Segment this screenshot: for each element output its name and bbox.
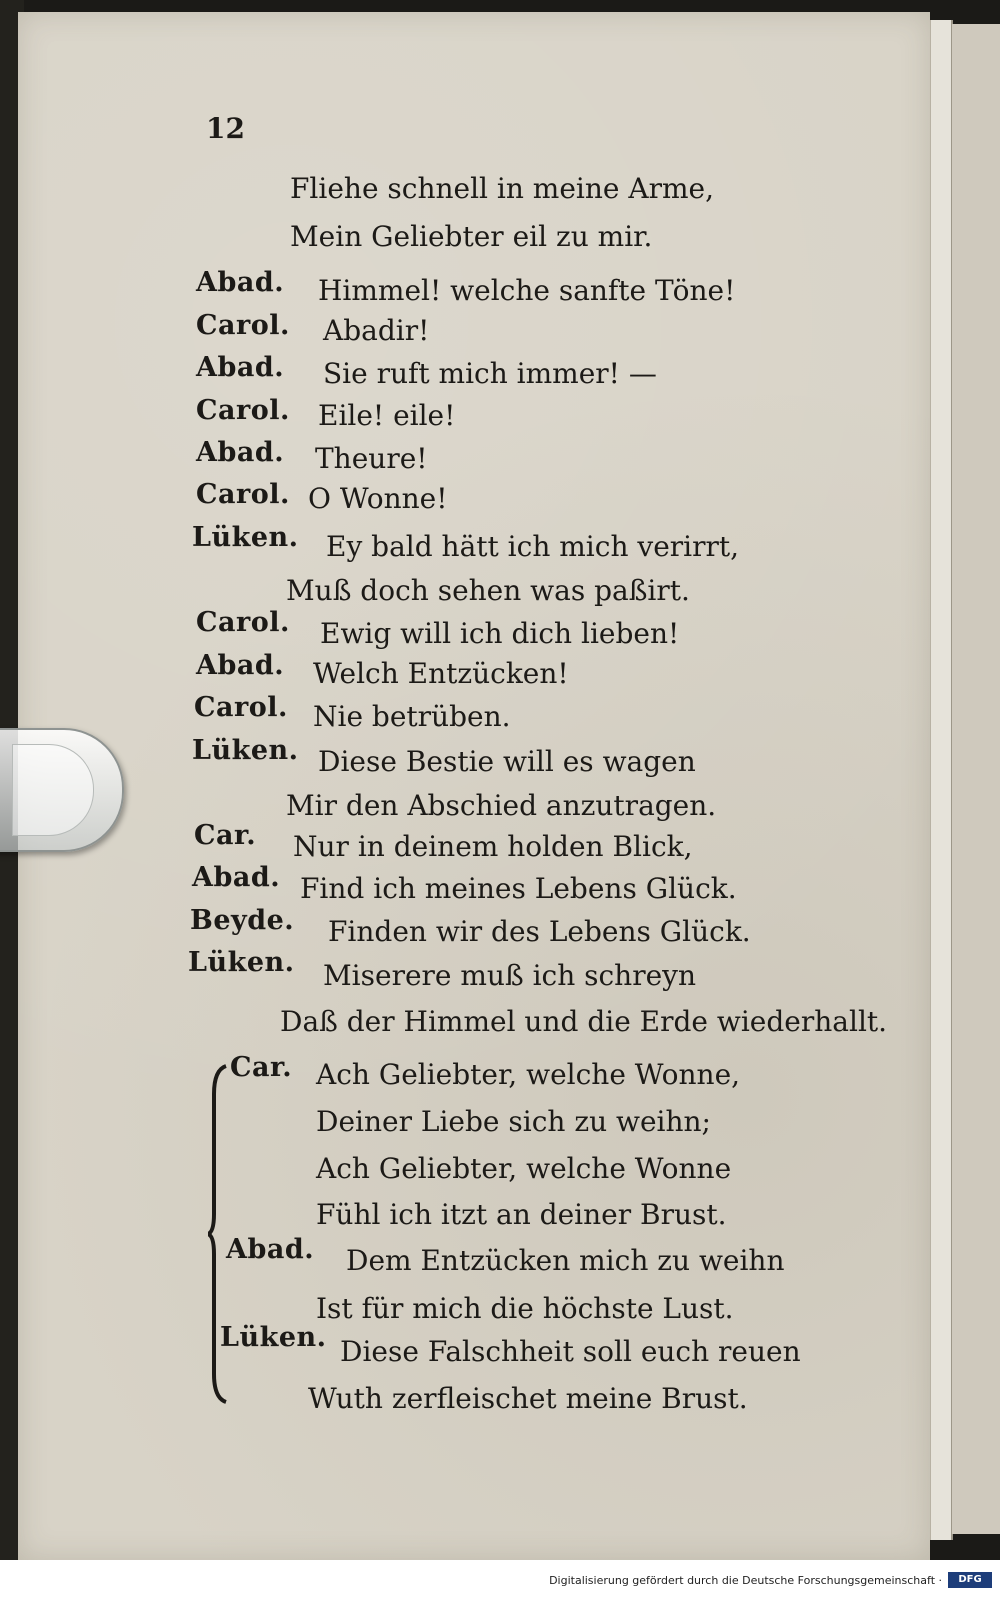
- verse-line: Ach Geliebter, welche Wonne: [316, 1152, 732, 1185]
- verse-line: Dem Entzücken mich zu weihn: [346, 1244, 785, 1277]
- speaker-label: Lüken.: [192, 522, 299, 553]
- book-page: [18, 12, 930, 1560]
- verse-line: Fliehe schnell in meine Arme,: [290, 172, 715, 205]
- verse-line: Mein Geliebter eil zu mir.: [290, 220, 653, 253]
- page-number: 12: [206, 112, 245, 145]
- verse-line: Diese Bestie will es wagen: [318, 745, 696, 778]
- verse-line: Nur in deinem holden Blick,: [293, 830, 693, 863]
- verse-line: Miserere muß ich schreyn: [323, 959, 697, 992]
- verse-line: Abadir!: [323, 314, 430, 347]
- speaker-label: Beyde.: [190, 905, 295, 936]
- verse-line: Theure!: [315, 442, 428, 475]
- speaker-label: Carol.: [196, 395, 290, 426]
- verse-line: Eile! eile!: [318, 399, 456, 432]
- verse-line: Daß der Himmel und die Erde wiederhallt.: [280, 1005, 888, 1038]
- verse-line: Sie ruft mich immer! —: [323, 357, 657, 390]
- speaker-label: Carol.: [196, 607, 290, 638]
- adjacent-page: [952, 24, 1000, 1534]
- footer-bar: [0, 1560, 1000, 1599]
- verse-line: Ist für mich die höchste Lust.: [316, 1292, 734, 1325]
- speaker-label: Car.: [194, 820, 257, 851]
- speaker-label: Lüken.: [188, 947, 295, 978]
- speaker-label: Abad.: [196, 352, 285, 383]
- verse-line: Welch Entzücken!: [313, 657, 569, 690]
- speaker-label: Carol.: [196, 479, 290, 510]
- verse-line: Ach Geliebter, welche Wonne,: [316, 1058, 741, 1091]
- speaker-label: Abad.: [196, 267, 285, 298]
- speaker-label: Abad.: [192, 862, 281, 893]
- speaker-label: Abad.: [196, 650, 285, 681]
- speaker-label: Lüken.: [220, 1322, 327, 1353]
- page-clip: [0, 728, 124, 852]
- verse-line: Muß doch sehen was paßirt.: [286, 574, 690, 607]
- verse-line: Fühl ich itzt an deiner Brust.: [316, 1198, 727, 1231]
- verse-line: Ewig will ich dich lieben!: [320, 617, 680, 650]
- verse-line: Ey bald hätt ich mich verirrt,: [326, 530, 740, 563]
- speaker-label: Abad.: [196, 437, 285, 468]
- verse-line: Nie betrüben.: [313, 700, 511, 733]
- speaker-label: Car.: [230, 1052, 293, 1083]
- verse-line: Find ich meines Lebens Glück.: [300, 872, 737, 905]
- adjacent-page-edge: [930, 20, 953, 1540]
- verse-line: Himmel! welche sanfte Töne!: [318, 274, 736, 307]
- footer-credit: Digitalisierung gefördert durch die Deutsche Forschungsgemeinschaft ·: [549, 1574, 942, 1587]
- speaker-label: Abad.: [226, 1234, 315, 1265]
- page-clip-inner: [12, 744, 94, 836]
- speaker-label: Carol.: [194, 692, 288, 723]
- verse-line: Mir den Abschied anzutragen.: [286, 789, 717, 822]
- verse-line: Wuth zerfleischet meine Brust.: [308, 1382, 748, 1415]
- dfg-logo: DFG: [948, 1572, 992, 1588]
- verse-line: Deiner Liebe sich zu weihn;: [316, 1105, 711, 1138]
- speaker-label: Carol.: [196, 310, 290, 341]
- verse-line: O Wonne!: [308, 482, 448, 515]
- verse-line: Diese Falschheit soll euch reuen: [340, 1335, 801, 1368]
- verse-line: Finden wir des Lebens Glück.: [328, 915, 751, 948]
- speaker-label: Lüken.: [192, 735, 299, 766]
